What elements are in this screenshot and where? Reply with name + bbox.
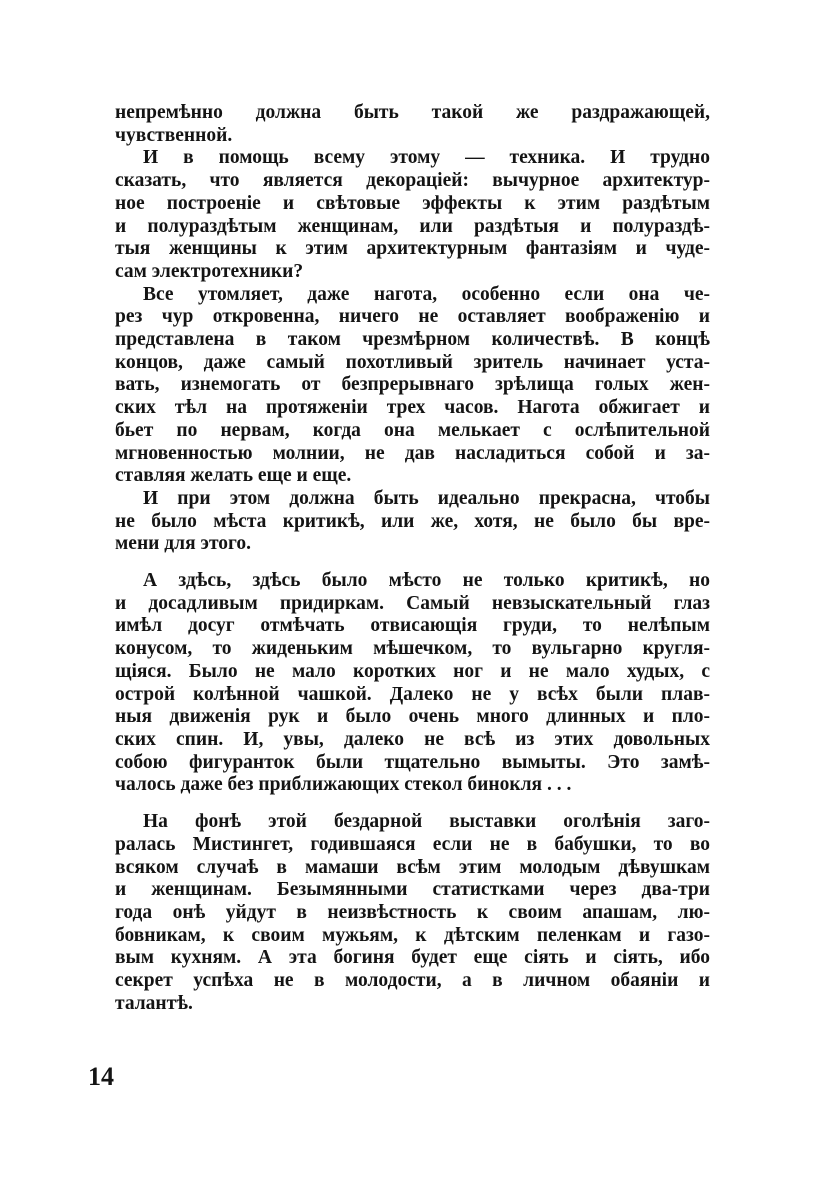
paragraph [115, 102, 710, 147]
text-line: чалось даже без приближающих стекол бинокля . . . [115, 774, 572, 796]
text-line: чувственной. [115, 124, 233, 146]
text-line: И при этом должна быть идеально прекрасна, чтобы [143, 487, 710, 509]
text-line: секрет успѣха не в молодости, а в личном обаяніи и [115, 970, 710, 992]
text-line: ныя движенія рук и было очень много длинных и пло- [115, 706, 710, 728]
paragraph [115, 488, 710, 556]
text-line: не было мѣста критикѣ, или же, хотя, не было бы вре- [115, 510, 710, 532]
paragraph-gap [115, 797, 710, 811]
text-line: тыя женщины к этим архитектурным фантазіям и чуде- [115, 238, 710, 260]
text-line: и женщинам. Безымянными статистками через два-три [115, 879, 710, 901]
text-line: И в помощь всему этому — техника. И трудно [143, 147, 710, 169]
text-line: Все утомляет, даже нагота, особенно если она че- [143, 283, 710, 305]
text-line: А здѣсь, здѣсь было мѣсто не только критикѣ, но [143, 570, 710, 592]
text-line: На фонѣ этой бездарной выставки оголѣнія заго- [143, 811, 710, 833]
text-line: представлена в таком чрезмѣрном количествѣ. В концѣ [115, 329, 710, 351]
text-line: мени для этого. [115, 533, 252, 555]
text-line: и полураздѣтым женщинам, или раздѣтыя и полураздѣ- [115, 215, 710, 237]
text-line: бовникам, к своим мужьям, к дѣтским пеленкам и газо- [115, 924, 710, 946]
text-line: мгновенностью молнии, не дав насладиться собой и за- [115, 442, 710, 464]
text-line: года онѣ уйдут в неизвѣстность к своим апашам, лю- [115, 901, 710, 923]
paragraph [115, 284, 710, 488]
text-line: концов, даже самый похотливый зритель начинает уста- [115, 351, 710, 373]
text-line: ставляя желать еще и еще. [115, 465, 352, 487]
text-line: всяком случаѣ в мамаши всѣм этим молодым дѣвушкам [115, 856, 710, 878]
paragraph [115, 147, 710, 283]
body-text [115, 102, 710, 1015]
text-line: сказать, что является декораціей: вычурное архитектур- [115, 170, 710, 192]
text-line: острой колѣнной чашкой. Далеко не у всѣх были плав- [115, 683, 710, 705]
text-line: ских спин. И, увы, далеко не всѣ из этих довольных [115, 728, 710, 750]
text-line: вым кухням. А эта богиня будет еще сіять и сіять, ибо [115, 947, 710, 969]
text-line: и досадливым придиркам. Самый невзыскательный глаз [115, 592, 710, 614]
text-line: непремѣнно должна быть такой же раздражающей, [115, 102, 710, 123]
text-line: вать, изнемогать от безпрерывнаго зрѣлища голых жен- [115, 374, 710, 396]
text-line: ских тѣл на протяженіи трех часов. Нагота обжигает и [115, 397, 710, 419]
paragraph-gap [115, 556, 710, 570]
text-line: собою фигуранток были тщательно вымыты. Это замѣ- [115, 751, 710, 773]
text-line: ное построеніе и свѣтовые эффекты к этим раздѣтым [115, 192, 710, 214]
text-line: бьет по нервам, когда она мелькает с ослѣпительной [115, 419, 710, 441]
paragraph [115, 811, 710, 1015]
text-line: ралась Мистингет, годившаяся если не в бабушки, то во [115, 833, 710, 855]
page-number: 14 [88, 1062, 114, 1091]
paragraph [115, 570, 710, 797]
text-line: рез чур откровенна, ничего не оставляет воображенію и [115, 306, 710, 328]
text-line: талантѣ. [115, 992, 193, 1014]
text-line: конусом, то жиденьким мѣшечком, то вульгарно кругля- [115, 638, 710, 660]
text-line: щіяся. Было не мало коротких ног и не мало худых, с [115, 660, 710, 682]
text-line: сам электротехники? [115, 260, 304, 282]
text-line: имѣл досуг отмѣчать отвисающія груди, то нелѣпым [115, 615, 710, 637]
